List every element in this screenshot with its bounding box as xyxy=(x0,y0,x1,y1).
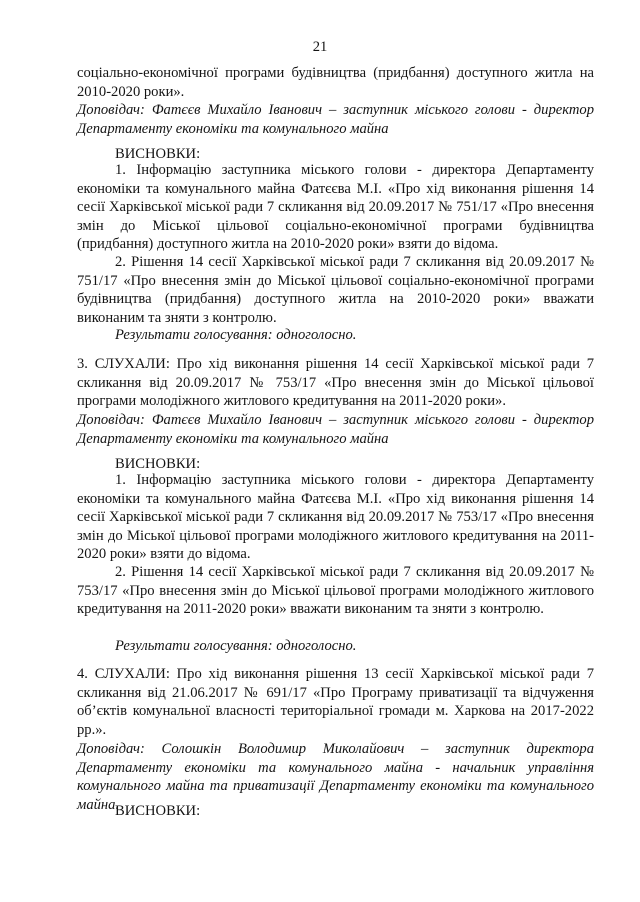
conclusion-3-item-1: 1. Інформацію заступника міського голови - директора Департаменту економіки та комунального майна Фатєєва М.І. «Про хід виконання рішення 14 сесії Харківської міської ради 7 скликання від 20.09.2017 № 753/17 «Про внесення змін до Міської цільової програми молодіжного житлового кредитування на 2011-2020 роки» взяти до відома. xyxy=(77,472,594,563)
speaker-1: Доповідач: Фатєєв Михайло Іванович – заступник міського голови - директор Департаменту економіки та комунального майна xyxy=(77,102,594,137)
conclusion-3-item-2: 2. Рішення 14 сесії Харківської міської ради 7 скликання від 20.09.2017 № 753/17 «Про внесення змін до Міської цільової програми молодіжного житлового кредитування на 2011-2020 роки» вважати виконаним та зняти з контролю. xyxy=(77,564,594,618)
vote-result-1: Результати голосування: одноголосно. xyxy=(115,327,357,343)
item-4-heard: 4. СЛУХАЛИ: Про хід виконання рішення 13 сесії Харківської міської ради 7 скликання від 21.06.2017 № 691/17 «Про Програму приватизації та відчуження об’єктів комунальної власності територіальної громади м. Харкова на 2017-2022 рр.». xyxy=(77,666,594,738)
top-paragraph: соціально-економічної програми будівництва (придбання) доступного житла на 2010-2020 роки». xyxy=(77,65,594,100)
conclusions-label-1: ВИСНОВКИ: xyxy=(115,146,201,162)
conclusions-label-4: ВИСНОВКИ: xyxy=(115,803,201,819)
speaker-4: Доповідач: Солошкін Володимир Миколайович – заступник директора Департаменту економіки та комунального майна - начальник управління комунального майна та приватизації Департаменту економіки та комунального майна. xyxy=(77,741,594,813)
conclusions-label-3: ВИСНОВКИ: xyxy=(115,456,201,472)
vote-result-3: Результати голосування: одноголосно. xyxy=(115,638,357,654)
page-number: 21 xyxy=(312,39,328,55)
item-3-heard: 3. СЛУХАЛИ: Про хід виконання рішення 14 сесії Харківської міської ради 7 скликання від 20.09.2017 № 753/17 «Про внесення змін до Міської цільової програми молодіжного житлового кредитування на 2011-2020 роки». xyxy=(77,356,594,410)
conclusion-1-item-1: 1. Інформацію заступника міського голови - директора Департаменту економіки та комунального майна Фатєєва М.І. «Про хід виконання рішення 14 сесії Харківської міської ради 7 скликання від 20.09.2017 № 751/17 «Про внесення змін до Міської цільової соціально-економічної програми будівництва (придбання) доступного житла на 2010-2020 роки» взяти до відома. xyxy=(77,162,594,253)
conclusion-1-item-2: 2. Рішення 14 сесії Харківської міської ради 7 скликання від 20.09.2017 № 751/17 «Про внесення змін до Міської цільової соціально-економічної програми будівництва (придбання) доступного житла на 2010-2020 роки» вважати виконаним та зняти з контролю. xyxy=(77,254,594,326)
speaker-3: Доповідач: Фатєєв Михайло Іванович – заступник міського голови - директор Департаменту економіки та комунального майна xyxy=(77,412,594,447)
